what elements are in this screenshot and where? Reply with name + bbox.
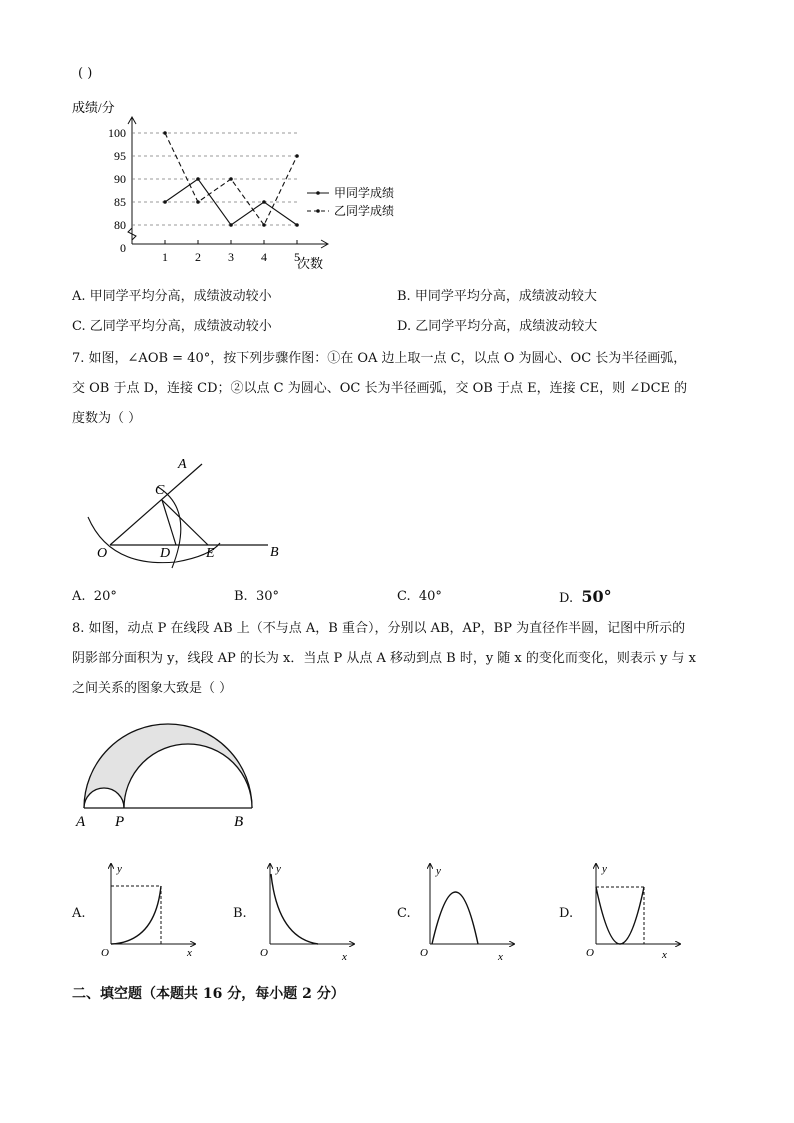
q7-option-a[interactable] (72, 587, 117, 607)
y-label: y (117, 863, 122, 875)
q8-graph-b[interactable] (256, 858, 366, 962)
q7-stem-line3: 度数为（ ） (72, 411, 142, 426)
data-point-series-1 (196, 177, 200, 181)
legend-label-2: 乙同学成绩 (334, 204, 395, 218)
q6-option-b[interactable] (397, 287, 597, 307)
origin-label: 0 (120, 241, 126, 255)
q8-option-c[interactable]: C. (397, 906, 411, 921)
option-letter: B. (397, 289, 411, 304)
y-tick-label: 80 (114, 218, 126, 232)
x-tick-label: 4 (261, 250, 267, 264)
legend-label-1: 甲同学成绩 (334, 186, 395, 200)
q6-option-d[interactable] (397, 317, 597, 337)
x-label: x (187, 947, 192, 959)
x-tick-label: 3 (228, 250, 234, 264)
option-text: 20° (93, 589, 117, 604)
ray-oa (110, 464, 202, 545)
curve (432, 892, 478, 944)
option-letter: C. (397, 589, 411, 604)
option-letter: D. (559, 591, 574, 606)
x-label: x (498, 951, 503, 962)
q8-graph-d[interactable] (580, 858, 690, 962)
option-text: 甲同学平均分高，成绩波动较大 (414, 289, 597, 304)
option-letter: A. (72, 289, 86, 304)
q6-line-chart (70, 92, 430, 282)
label-c: C (155, 483, 165, 498)
y-tick-label: 85 (114, 195, 126, 209)
y-label: y (276, 863, 281, 875)
x-axis-label: 次数 (297, 256, 324, 271)
q8-stem-line3: 之间关系的图象大致是（ ） (72, 681, 233, 696)
legend-marker-2 (316, 209, 320, 213)
option-text: 乙同学平均分高，成绩波动较小 (89, 319, 272, 334)
x-label: x (662, 949, 667, 961)
q7-option-d[interactable] (559, 587, 612, 609)
q7-option-b[interactable] (234, 587, 279, 607)
data-point-series-2 (295, 154, 299, 158)
q8-graph-a[interactable] (95, 858, 205, 962)
data-point-series-1 (295, 223, 299, 227)
origin-label: O (420, 947, 428, 959)
data-point-series-2 (229, 177, 233, 181)
option-text: 50° (581, 587, 612, 606)
label-d: D (160, 546, 171, 561)
data-point-series-1 (163, 200, 167, 204)
q7-stem-line2: 交 OB 于点 D，连接 CD；②以点 C 为圆心、OC 长为半径画弧，交 OB 于点 E，连接 CE，则 ∠DCE 的 (72, 381, 688, 396)
q8-option-b[interactable]: B. (233, 906, 247, 921)
option-letter: C. (72, 319, 86, 334)
label-b: B (234, 814, 244, 830)
label-e: E (206, 546, 215, 561)
q6-option-a[interactable] (72, 287, 272, 307)
y-tick-label: 95 (114, 149, 126, 163)
label-o: O (97, 546, 108, 561)
option-letter: D. (397, 319, 412, 334)
x-tick-label: 1 (162, 250, 168, 264)
data-point-series-2 (262, 223, 266, 227)
data-point-series-2 (196, 200, 200, 204)
q8-stem-line2: 阴影部分面积为 y，线段 AP 的长为 x．当点 P 从点 A 移动到点 B 时，y 随 x 的变化而变化，则表示 y 与 x (72, 651, 696, 666)
x-tick-label: 5 (294, 250, 300, 264)
legend-marker-1 (316, 191, 320, 195)
y-tick-label: 100 (108, 126, 126, 140)
y-label: y (436, 865, 441, 877)
q7-option-c[interactable] (397, 587, 442, 607)
curve (596, 887, 644, 944)
curve (271, 874, 318, 944)
y-label: y (602, 863, 607, 875)
option-text: 甲同学平均分高，成绩波动较小 (89, 289, 272, 304)
q7-geometry-figure (80, 450, 300, 570)
origin-label: O (101, 947, 109, 959)
label-b: B (270, 545, 279, 560)
data-point-series-1 (262, 200, 266, 204)
option-letter: B. (234, 589, 248, 604)
y-axis-label: 成绩/分 (72, 100, 115, 115)
data-point-series-2 (163, 131, 167, 135)
origin-label: O (260, 947, 268, 959)
q6-bracket: ( ) (78, 66, 93, 81)
origin-label: O (586, 947, 594, 959)
q8-option-d[interactable]: D. (559, 906, 574, 921)
q8-stem-line1: 8. 如图，动点 P 在线段 AB 上（不与点 A，B 重合），分别以 AB，AP，BP 为直径作半圆，记图中所示的 (72, 621, 686, 636)
x-label: x (342, 951, 347, 962)
section-title: 二、填空题（本题共 16 分，每小题 2 分） (72, 986, 345, 1002)
label-a: A (76, 814, 86, 830)
arc-centered-o (88, 517, 220, 563)
q8-semicircle-figure (70, 720, 260, 835)
data-point-series-1 (229, 223, 233, 227)
curve (111, 886, 161, 944)
option-letter: A. (72, 589, 86, 604)
label-p: P (115, 814, 125, 830)
label-a: A (178, 457, 187, 472)
option-text: 乙同学平均分高，成绩波动较大 (415, 319, 598, 334)
q6-option-c[interactable] (72, 317, 272, 337)
y-tick-label: 90 (114, 172, 126, 186)
q8-option-a[interactable]: A. (72, 906, 86, 921)
x-tick-label: 2 (195, 250, 201, 264)
q8-graph-c[interactable] (416, 858, 526, 962)
q7-stem-line1: 7. 如图，∠AOB = 40°，按下列步骤作图：①在 OA 边上取一点 C，以点 O 为圆心、OC 长为半径画弧， (72, 351, 687, 366)
option-text: 30° (255, 589, 279, 604)
option-text: 40° (418, 589, 442, 604)
